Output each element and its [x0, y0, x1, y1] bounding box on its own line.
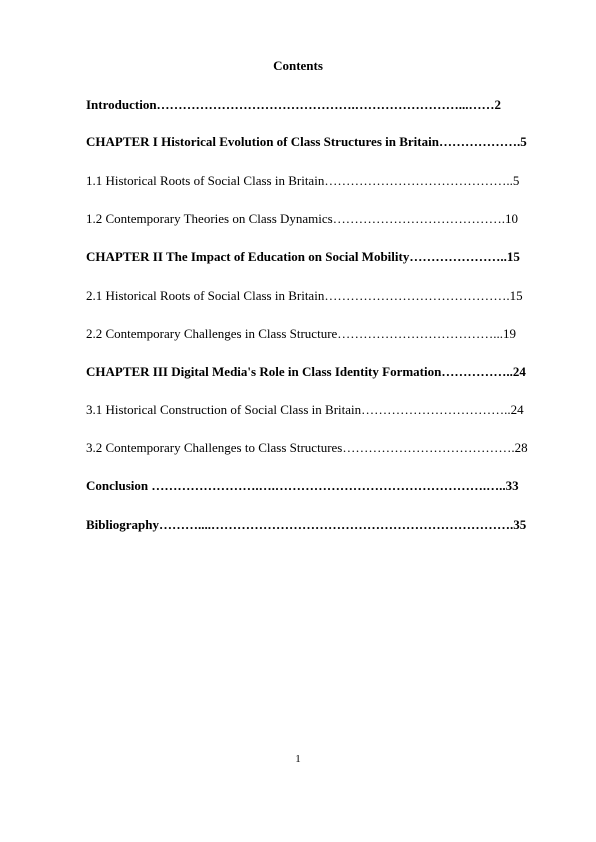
toc-entry-introduction[interactable]: Introduction……………………………………….……………………...……2	[86, 97, 502, 112]
toc-entry-section-3-2[interactable]: 3.2 Contemporary Challenges to Class Structures………………………………….28	[86, 440, 528, 455]
toc-entry-section-1-1[interactable]: 1.1 Historical Roots of Social Class in Britain……………………………………..5	[86, 173, 520, 188]
page-number: 1	[295, 753, 301, 765]
toc-entry-section-3-1[interactable]: 3.1 Historical Construction of Social Class in Britain……………………………..24	[86, 402, 524, 417]
toc-entry-chapter-1[interactable]: CHAPTER I Historical Evolution of Class Structures in Britain……………….5	[86, 134, 527, 149]
toc-entry-chapter-2[interactable]: CHAPTER II The Impact of Education on Social Mobility…………………..15	[86, 249, 520, 264]
page-title: Contents	[273, 58, 323, 73]
toc-entry-section-1-2[interactable]: 1.2 Contemporary Theories on Class Dynamics………………………………….10	[86, 211, 518, 226]
toc-entry-conclusion[interactable]: Conclusion …………………….….………………………………………….…..33	[86, 478, 519, 493]
toc-entry-bibliography[interactable]: Bibliography………....…………………………………………………………….35	[86, 517, 527, 532]
toc-entry-section-2-2[interactable]: 2.2 Contemporary Challenges in Class Structure………………………………...19	[86, 326, 517, 341]
toc-entry-chapter-3[interactable]: CHAPTER III Digital Media's Role in Class Identity Formation……………..24	[86, 364, 526, 379]
toc-entry-section-2-1[interactable]: 2.1 Historical Roots of Social Class in Britain…………………………………….15	[86, 288, 523, 303]
